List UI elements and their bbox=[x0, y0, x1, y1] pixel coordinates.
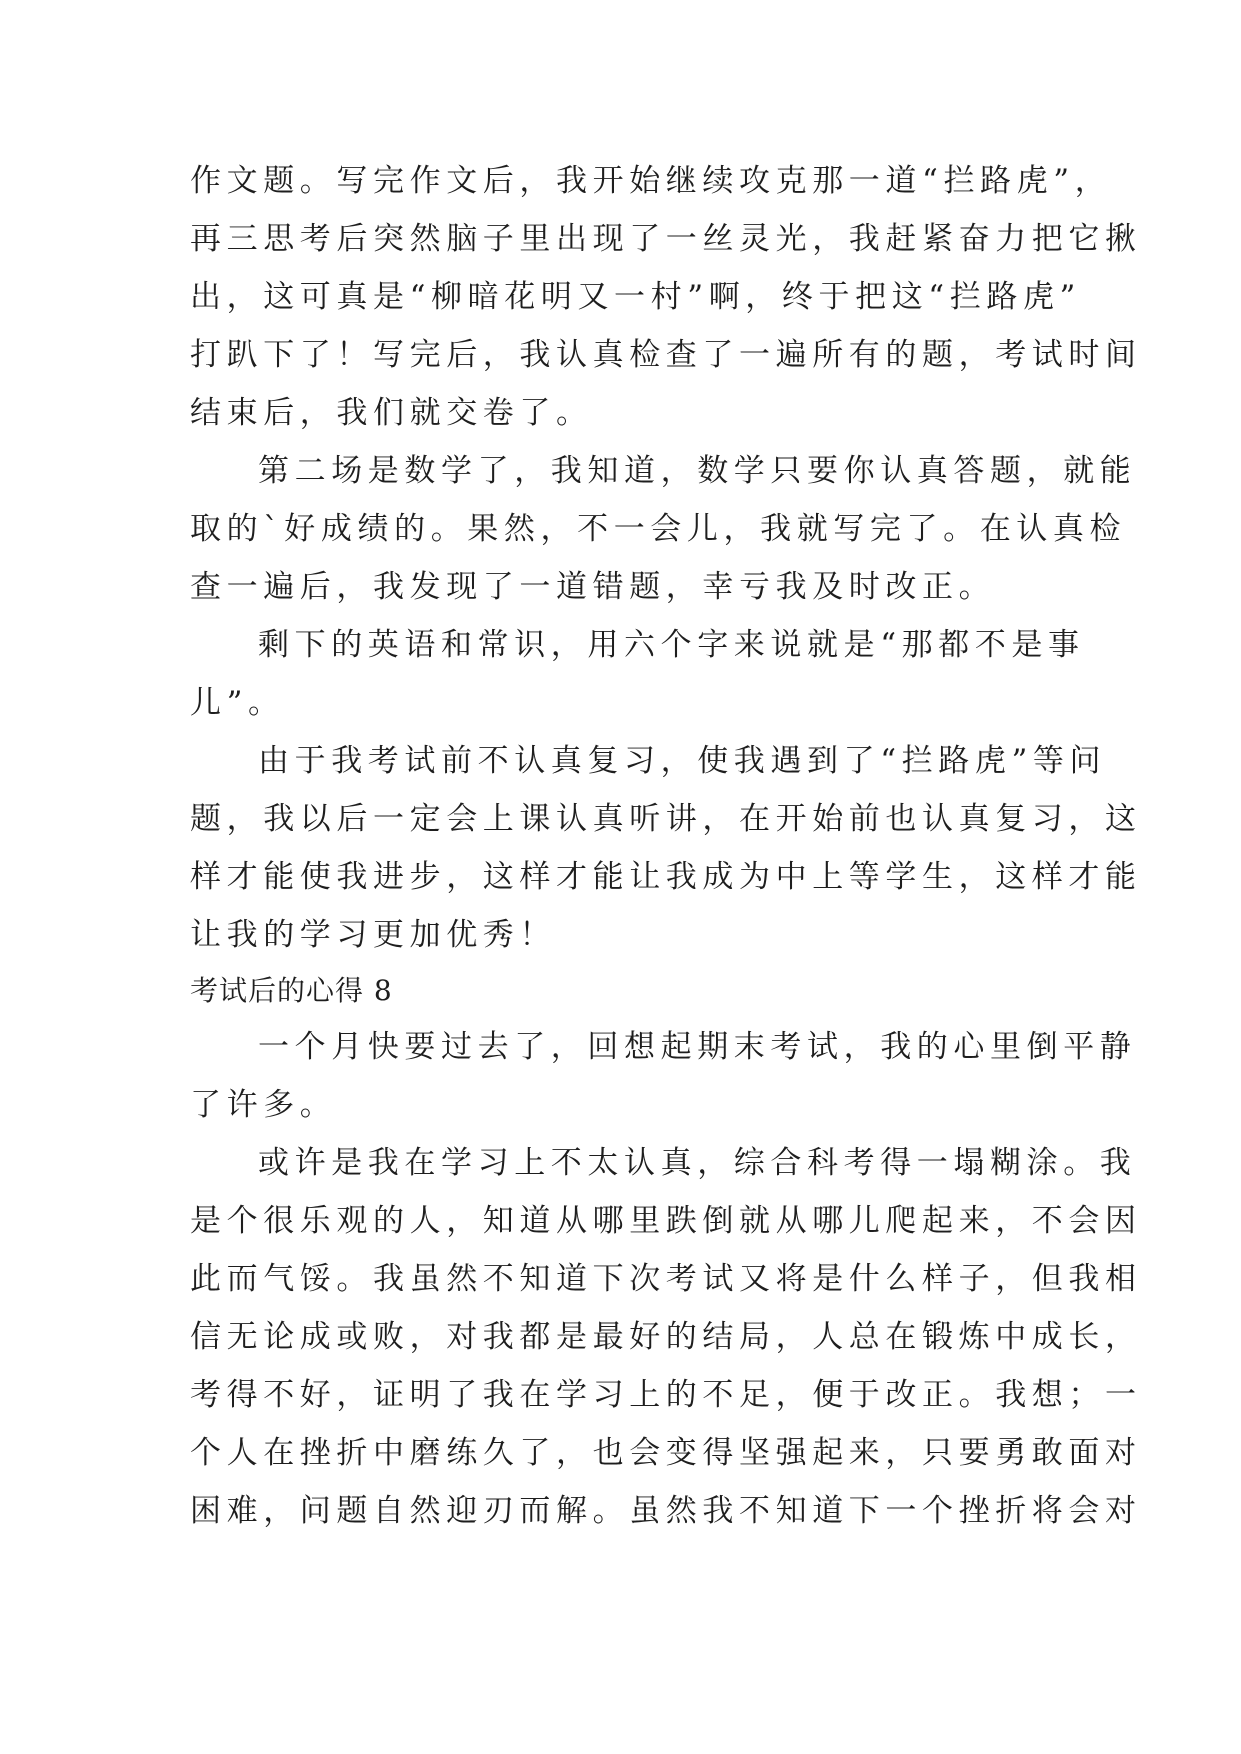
paragraph bbox=[190, 152, 1142, 442]
paragraph bbox=[190, 732, 1142, 964]
text-line: 一个月快要过去了，回想起期末考试，我的心里倒平静 bbox=[258, 1029, 1137, 1065]
text-line: 样才能使我进步，这样才能让我成为中上等学生，这样才能 bbox=[190, 859, 1142, 895]
paragraph bbox=[190, 1134, 1142, 1540]
text-line: 由于我考试前不认真复习，使我遇到了“拦路虎”等问 bbox=[258, 743, 1107, 779]
paragraph bbox=[190, 616, 1085, 732]
text-line: 取的`好成绩的。果然，不一会儿，我就写完了。在认真检 bbox=[190, 511, 1127, 547]
text-line: 作文题。写完作文后，我开始继续攻克那一道“拦路虎”， bbox=[190, 163, 1112, 199]
paragraph bbox=[190, 442, 1137, 616]
heading-text: 考试后的心得 8 bbox=[190, 974, 393, 1007]
text-line: 第二场是数学了，我知道，数学只要你认真答题，就能 bbox=[258, 453, 1137, 489]
text-line: 结束后，我们就交卷了。 bbox=[190, 395, 593, 431]
text-line: 此而气馁。我虽然不知道下次考试又将是什么样子，但我相 bbox=[190, 1261, 1142, 1297]
section-heading bbox=[190, 964, 1060, 1018]
text-line: 个人在挫折中磨练久了，也会变得坚强起来，只要勇敢面对 bbox=[190, 1435, 1142, 1471]
text-line: 儿”。 bbox=[190, 685, 285, 721]
text-line: 再三思考后突然脑子里出现了一丝灵光，我赶紧奋力把它揪 bbox=[190, 221, 1142, 257]
text-line: 考得不好，证明了我在学习上的不足，便于改正。我想；一 bbox=[190, 1377, 1142, 1413]
text-line: 是个很乐观的人，知道从哪里跌倒就从哪儿爬起来，不会因 bbox=[190, 1203, 1142, 1239]
document-body bbox=[190, 152, 1142, 1540]
paragraph bbox=[190, 1018, 1137, 1134]
text-line: 让我的学习更加优秀！ bbox=[190, 917, 556, 953]
text-line: 查一遍后，我发现了一道错题，幸亏我及时改正。 bbox=[190, 569, 996, 605]
text-line: 了许多。 bbox=[190, 1087, 337, 1123]
text-line: 剩下的英语和常识，用六个字来说就是“那都不是事 bbox=[258, 627, 1085, 663]
text-line: 题，我以后一定会上课认真听讲，在开始前也认真复习，这 bbox=[190, 801, 1142, 837]
text-line: 或许是我在学习上不太认真，综合科考得一塌糊涂。我 bbox=[258, 1145, 1137, 1181]
text-line: 困难，问题自然迎刃而解。虽然我不知道下一个挫折将会对 bbox=[190, 1493, 1142, 1529]
text-line: 信无论成或败，对我都是最好的结局，人总在锻炼中成长， bbox=[190, 1319, 1142, 1355]
text-line: 出，这可真是“柳暗花明又一村”啊，终于把这“拦路虎” bbox=[190, 279, 1081, 315]
text-line: 打趴下了！写完后，我认真检查了一遍所有的题，考试时间 bbox=[190, 337, 1142, 373]
